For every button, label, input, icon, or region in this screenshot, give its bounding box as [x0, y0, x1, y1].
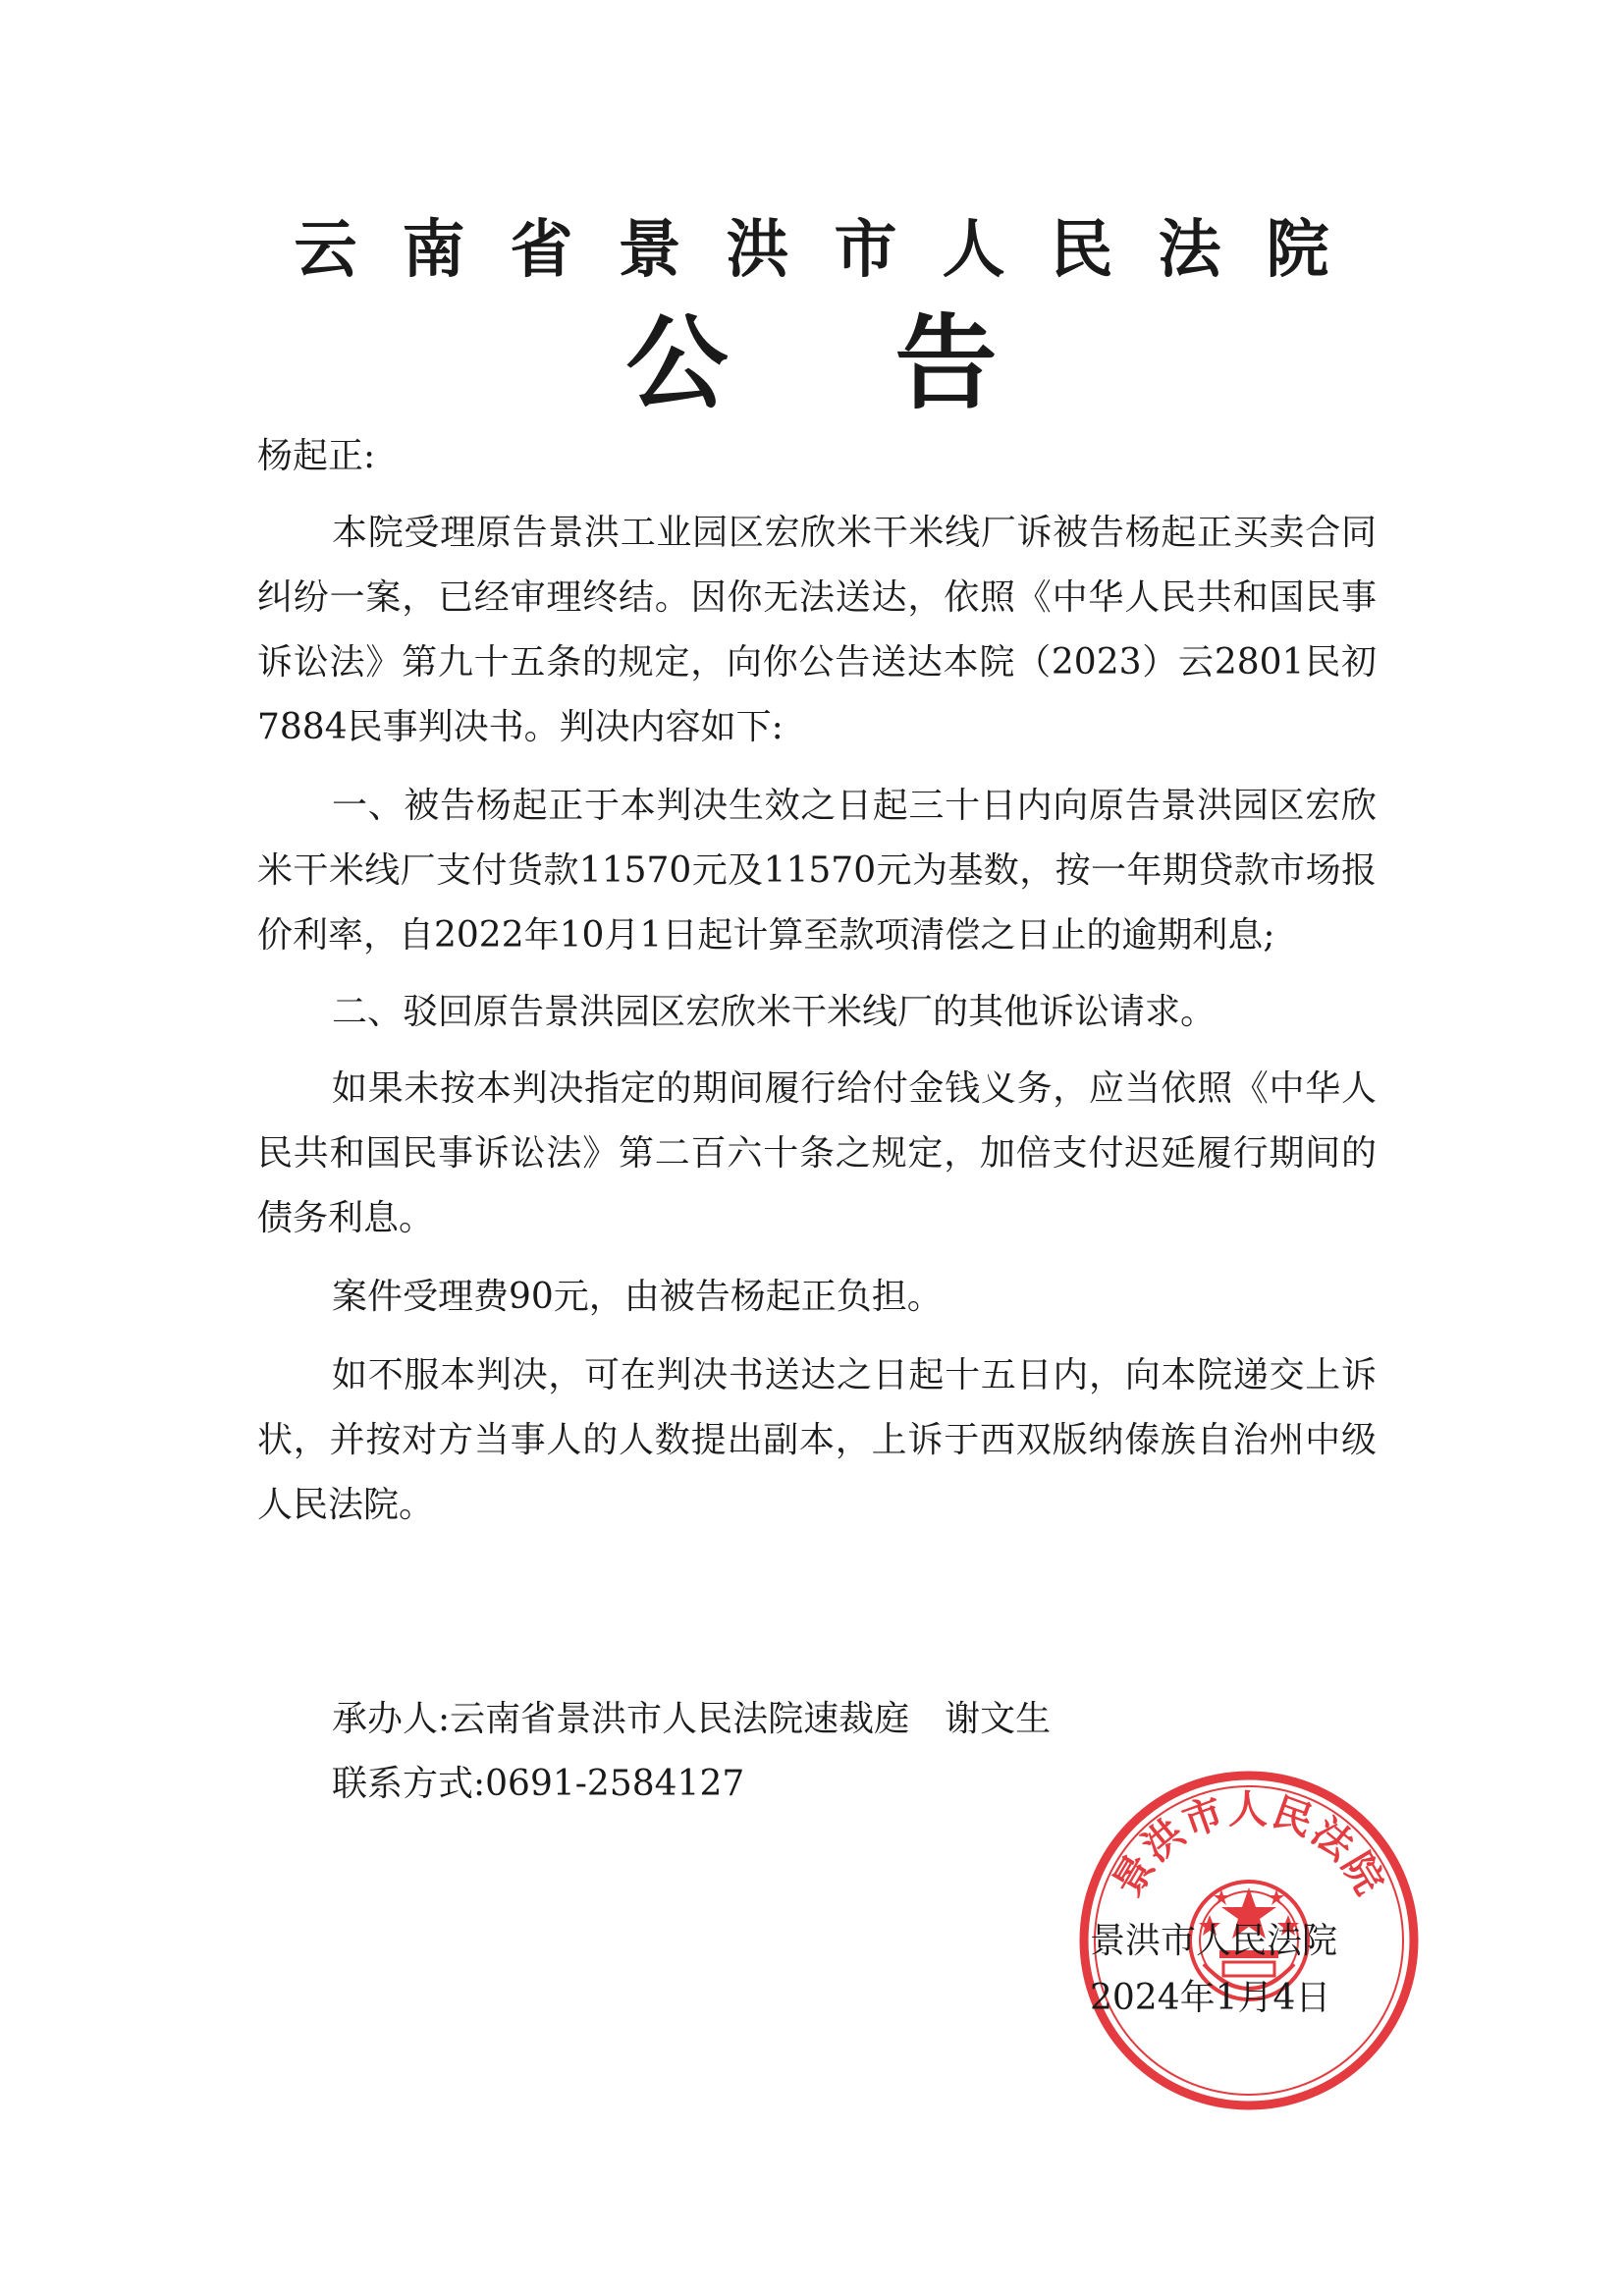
notice-body: [257, 424, 1377, 1552]
notice-title: 公告: [625, 303, 1164, 423]
phone-label: 联系方式:: [332, 1764, 486, 1804]
signing-court: 景洪市人民法院: [1090, 1921, 1338, 1961]
signing-date: 2024年1月4日: [1090, 1978, 1331, 2018]
handler-label: 承办人:: [332, 1699, 451, 1739]
phone-number: 0691-2584127: [485, 1764, 745, 1804]
judgment-item-1: 一、被告杨起正于本判决生效之日起三十日内向原告景洪园区宏欣米干米线厂支付货款11570元及11570元为基数，按一年期贷款市场报价利率，自2022年10月1日起计算至款项清偿之日止的逾期利息;: [257, 786, 1377, 956]
svg-text:景洪市人民法院: [1105, 1786, 1394, 1904]
court-fee-paragraph: 案件受理费90元，由被告杨起正负担。: [332, 1277, 943, 1317]
seal-text: 景洪市人民法院: [1104, 1786, 1394, 1904]
signature-block: [1090, 1913, 1404, 2027]
handler-department: 云南省景洪市人民法院速裁庭: [450, 1699, 910, 1739]
case-intro-paragraph: 本院受理原告景洪工业园区宏欣米干米线厂诉被告杨起正买卖合同纠纷一案，已经审理终结。因你无法送达，依照《中华人民共和国民事诉讼法》第九十五条的规定，向你公告送达本院（2023）云2801民初7884民事判决书。判决内容如下:: [257, 513, 1377, 747]
judgment-item-2: 二、驳回原告景洪园区宏欣米干米线厂的其他诉讼请求。: [332, 992, 1217, 1032]
handler-line: [332, 1687, 1216, 1752]
delayed-performance-paragraph: 如果未按本判决指定的期间履行给付金钱义务，应当依照《中华人民共和国民事诉讼法》第二百六十条之规定，加倍支付迟延履行期间的债务利息。: [257, 1068, 1377, 1238]
appeal-paragraph: 如不服本判决，可在判决书送达之日起十五日内，向本院递交上诉状，并按对方当事人的人数提出副本，上诉于西双版纳傣族自治州中级人民法院。: [257, 1355, 1377, 1525]
addressee: 杨起正:: [257, 436, 376, 476]
court-name-heading: 云南省景洪市人民法院: [294, 214, 1375, 287]
handler-name: 谢文生: [945, 1699, 1052, 1739]
